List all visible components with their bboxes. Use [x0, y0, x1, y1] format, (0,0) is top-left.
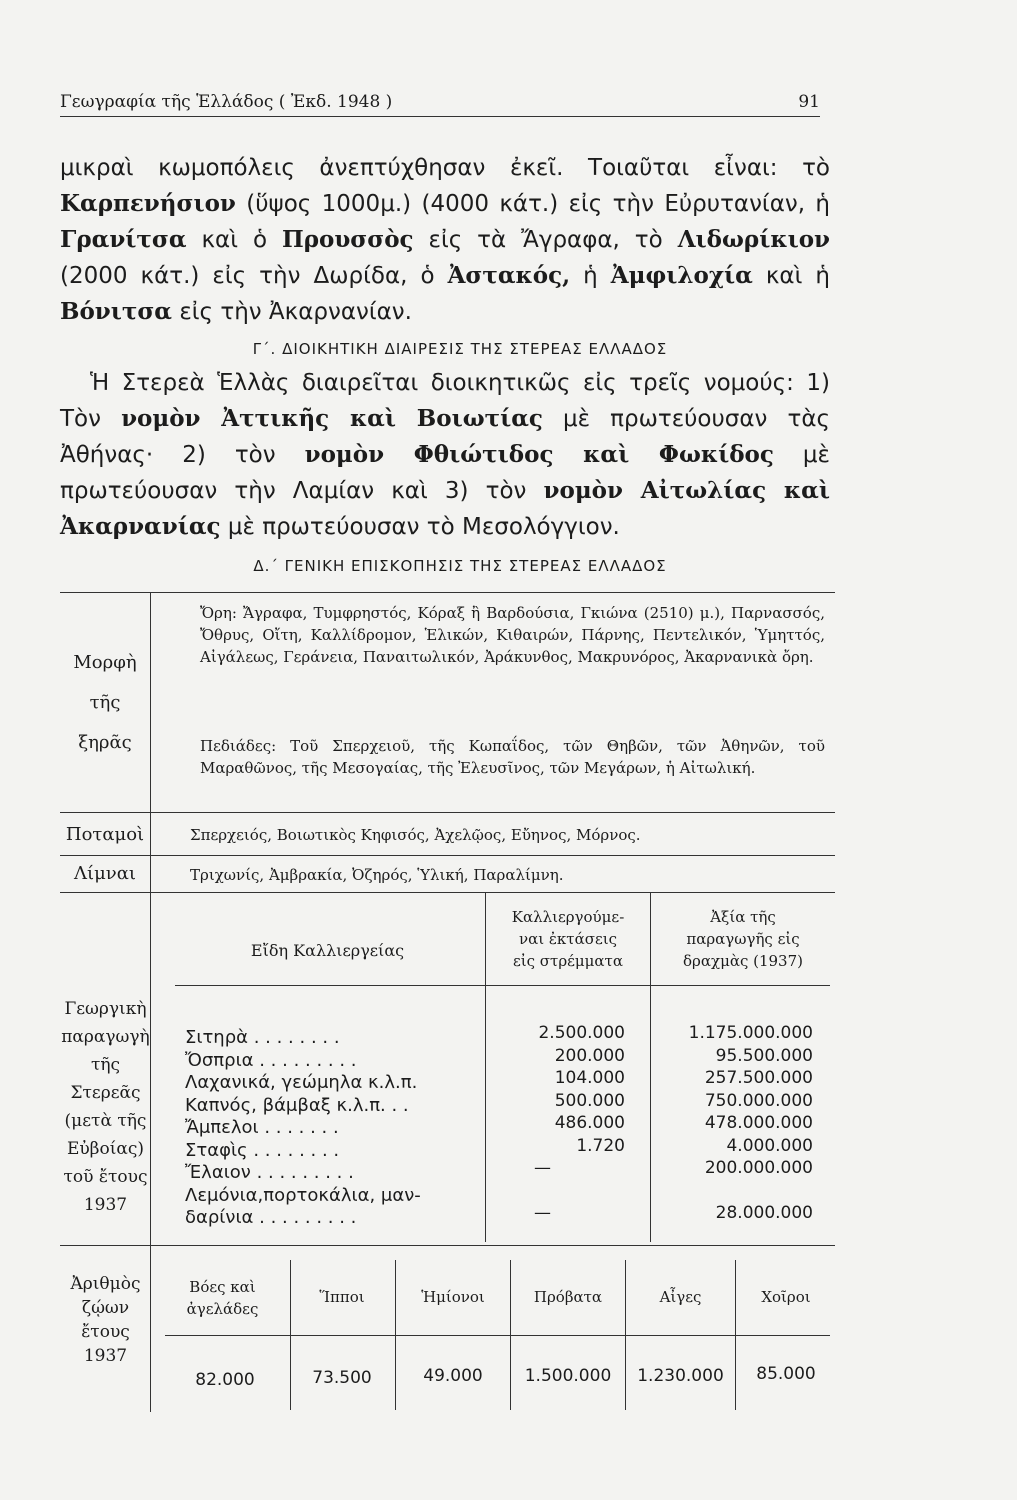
count-horses: 73.500 — [312, 1368, 372, 1388]
plains-cell: Πεδιάδες: Τοῦ Σπερχειοῦ, τῆς Κωπαΐδος, τῶν Θηβῶν, τῶν Ἀθηνῶν, τοῦ Μαραθῶνος, τῆς Μεσογαίας, τῆς Ἐλευσῖνος, τῶν Μεγάρων, ἡ Αἰτωλική. — [200, 737, 825, 777]
header-line: δραχμὰς (1937) — [683, 952, 803, 970]
table-rule — [395, 1260, 396, 1410]
text-run: καὶ ἡ — [752, 263, 830, 289]
label-line: ἔτους — [81, 1322, 130, 1342]
label-line: παραγωγὴ — [61, 1027, 150, 1047]
crop-row: Ἔλαιον . . . . . . . . . — [185, 1162, 354, 1183]
count-cattle: 82.000 — [195, 1370, 255, 1390]
paragraph-towns — [60, 150, 830, 330]
text-run: μικραὶ κωμοπόλεις ἀνεπτύχθησαν ἐκεῖ. Τοιαῦται εἶναι: τὸ — [60, 155, 830, 181]
area-value: 486.000 — [554, 1113, 625, 1133]
header-cattle: Βόες καὶ ἀγελάδες — [186, 1278, 259, 1318]
count-sheep: 1.500.000 — [524, 1366, 612, 1386]
production-value: 257.500.000 — [704, 1068, 813, 1088]
row-label-agriculture — [58, 995, 153, 1219]
bold-term: νομὸν Αἰτωλίας καὶ Ἀκαρνανίας — [60, 477, 831, 540]
table-rule — [290, 1260, 291, 1410]
text-run: μὲ πρωτεύουσαν τὰς Ἀθήνας· 2) τὸν — [60, 406, 830, 468]
bold-term: Βόνιτσα — [60, 298, 173, 325]
row-label-livestock — [58, 1272, 153, 1368]
label-line: Γεωργικὴ — [64, 999, 147, 1019]
crop-row: Σιτηρὰ . . . . . . . . — [185, 1027, 340, 1048]
crop-row: δαρίνια . . . . . . . . . — [185, 1207, 357, 1228]
label-line: 1937 — [83, 1346, 128, 1366]
bold-term: Ἀστακός, — [447, 262, 571, 289]
production-value: 478.000.000 — [704, 1113, 813, 1133]
row-label-relief — [60, 650, 150, 756]
header-line: ναι ἐκτάσεις — [518, 930, 618, 948]
count-mules: 49.000 — [423, 1366, 483, 1386]
crop-row: Λεμόνια,πορτοκάλια, μαν- — [185, 1184, 421, 1206]
label-line: ξηρᾶς — [78, 732, 132, 753]
table-rule — [625, 1260, 626, 1410]
mountains-cell: Ὄρη: Ἄγραφα, Τυμφρηστός, Κόραξ ἢ Βαρδούσια, Γκιώνα (2510) μ.), Παρνασσός, Ὄθρυς, Οἴτη, Καλλίδρομον, Ἑλικών, Κιθαιρών, Πάρνης, Πεντελικόν, Ὑμηττός, Αἰγάλεως, Γεράνεια, Παναιτωλικόν, Ἀράκυνθος, Μακρυνόρος, Ἀκαρνανικὰ ὄρη. — [200, 604, 825, 666]
header-pigs: Χοῖροι — [761, 1288, 811, 1306]
production-value: 200.000.000 — [704, 1158, 813, 1178]
label-line: ζῴων — [81, 1298, 130, 1318]
table-rule — [485, 892, 486, 1242]
count-pigs: 85.000 — [756, 1364, 816, 1384]
area-value: — — [534, 1203, 551, 1223]
text-run: ἡ — [570, 263, 611, 289]
table-rule — [650, 892, 651, 1242]
area-value: 2.500.000 — [538, 1023, 625, 1043]
table-rule — [510, 1260, 511, 1410]
area-value: 500.000 — [554, 1090, 625, 1111]
header-horses: Ἵπποι — [319, 1288, 365, 1306]
text-run: εἰς τὴν Ἀκαρνανίαν. — [172, 299, 412, 325]
production-value — [655, 1180, 813, 1203]
production-value: 1.175.000.000 — [688, 1023, 813, 1043]
text-run: (ὕψος 1000μ.) (4000 κάτ.) εἰς τὴν Εὐρυτανίαν, ἡ — [235, 191, 830, 217]
bold-term: νομὸν Ἀττικῆς καὶ Βοιωτίας — [121, 405, 543, 432]
table-rule — [175, 985, 830, 986]
bold-term: Ἀμφιλοχία — [610, 262, 753, 289]
row-label-lakes: Λίμναι — [74, 863, 136, 884]
table-rule — [60, 812, 835, 813]
crop-row: Καπνός, βάμβαξ κ.λ.π. . . — [185, 1094, 409, 1116]
crop-row: Λαχανικά, γεώμηλα κ.λ.π. — [185, 1072, 418, 1093]
table-rule — [165, 1335, 830, 1336]
area-value — [490, 1180, 625, 1203]
header-production-value — [653, 906, 833, 972]
crop-list — [185, 1027, 480, 1230]
area-values — [490, 1022, 625, 1225]
production-value: 28.000.000 — [715, 1203, 813, 1223]
header-cultivated-area — [488, 906, 648, 972]
label-line: Ἀριθμὸς — [70, 1274, 141, 1294]
table-rule — [60, 1245, 835, 1246]
crop-row: Ὄσπρια . . . . . . . . . — [185, 1049, 357, 1071]
production-values — [655, 1022, 813, 1225]
bold-term: Προυσσὸς — [281, 226, 414, 253]
header-mules: Ἡμίονοι — [421, 1288, 485, 1306]
text-run: Ἡ Στερεὰ Ἑλλὰς διαιρεῖται διοικητικῶς εἰς τρεῖς νομούς: 1) Τὸν — [60, 370, 830, 432]
crop-row: Ἄμπελοι . . . . . . . — [185, 1117, 339, 1138]
lakes-cell: Τριχωνίς, Ἀμβρακία, Ὀζηρός, Ὑλική, Παραλίμνη. — [190, 866, 564, 884]
production-value: 750.000.000 — [704, 1090, 813, 1111]
area-value: 200.000 — [554, 1045, 625, 1066]
label-line: Εὐβοίας) — [66, 1139, 145, 1159]
label-line: 1937 — [83, 1195, 128, 1215]
crop-row: Σταφὶς . . . . . . . . — [185, 1139, 340, 1161]
header-sheep: Πρόβατα — [533, 1288, 603, 1306]
header-line: εἰς στρέμματα — [512, 952, 623, 970]
bold-term: Λιδωρίκιον — [677, 226, 830, 253]
label-line: (μετὰ τῆς — [64, 1111, 147, 1131]
label-line: τῆς — [90, 1055, 121, 1075]
text-run: καὶ ὁ — [186, 227, 282, 253]
text-run: μὲ πρωτεύουσαν τὸ Μεσολόγγιον. — [220, 514, 620, 540]
label-line: τῆς — [89, 692, 121, 713]
production-value: 4.000.000 — [726, 1135, 813, 1156]
section-heading-administrative: Γ΄. ΔΙΟΙΚΗΤΙΚΗ ΔΙΑΙΡΕΣΙΣ ΤΗΣ ΣΤΕΡΕΑΣ ΕΛΛΑΔΟΣ — [252, 340, 668, 358]
rivers-cell: Σπερχειός, Βοιωτικὸς Κηφισός, Ἀχελῷος, Εὔηνος, Μόρνος. — [190, 826, 641, 844]
page-number: 91 — [798, 92, 820, 112]
area-value: 1.720 — [576, 1135, 625, 1156]
text-run: μὲ πρωτεύουσαν τὴν Λαμίαν καὶ 3) τὸν — [60, 442, 830, 504]
bold-term: Γρανίτσα — [60, 226, 187, 253]
header-line: παραγωγῆς εἰς — [686, 930, 800, 948]
running-head — [60, 92, 820, 117]
table-rule — [60, 892, 835, 893]
label-line: τοῦ ἔτους — [63, 1167, 148, 1187]
header-line: Καλλιεργούμε- — [511, 908, 625, 926]
header-goats: Αἶγες — [659, 1288, 702, 1306]
section-heading-general-overview: Δ.΄ ΓΕΝΙΚΗ ΕΠΙΣΚΟΠΗΣΙΣ ΤΗΣ ΣΤΕΡΕΑΣ ΕΛΛΑΔΟΣ — [253, 557, 667, 575]
text-run: (2000 κάτ.) εἰς τὴν Δωρίδα, ὁ — [60, 263, 448, 289]
running-head-title: Γεωγραφία τῆς Ἑλλάδος ( Ἐκδ. 1948 ) — [60, 92, 393, 112]
label-line: Μορφὴ — [73, 652, 137, 673]
count-goats: 1.230.000 — [637, 1366, 724, 1386]
text-run: εἰς τὰ Ἄγραφα, τὸ — [413, 227, 678, 253]
bold-term: Καρπενήσιον — [60, 190, 236, 217]
header-line: Ἀξία τῆς — [710, 908, 776, 926]
table-rule — [60, 855, 835, 856]
table-rule — [735, 1260, 736, 1410]
table-rule — [60, 592, 835, 593]
bold-term: νομὸν Φθιώτιδος καὶ Φωκίδος — [304, 441, 774, 468]
area-value: — — [534, 1158, 551, 1178]
label-line: Στερεᾶς — [70, 1083, 141, 1103]
paragraph-prefectures — [60, 365, 830, 545]
area-value: 104.000 — [554, 1068, 625, 1088]
production-value: 95.500.000 — [715, 1045, 813, 1066]
row-label-rivers: Ποταμοὶ — [65, 824, 145, 845]
header-crop-types: Εἴδη Καλλιεργείας — [250, 941, 405, 960]
